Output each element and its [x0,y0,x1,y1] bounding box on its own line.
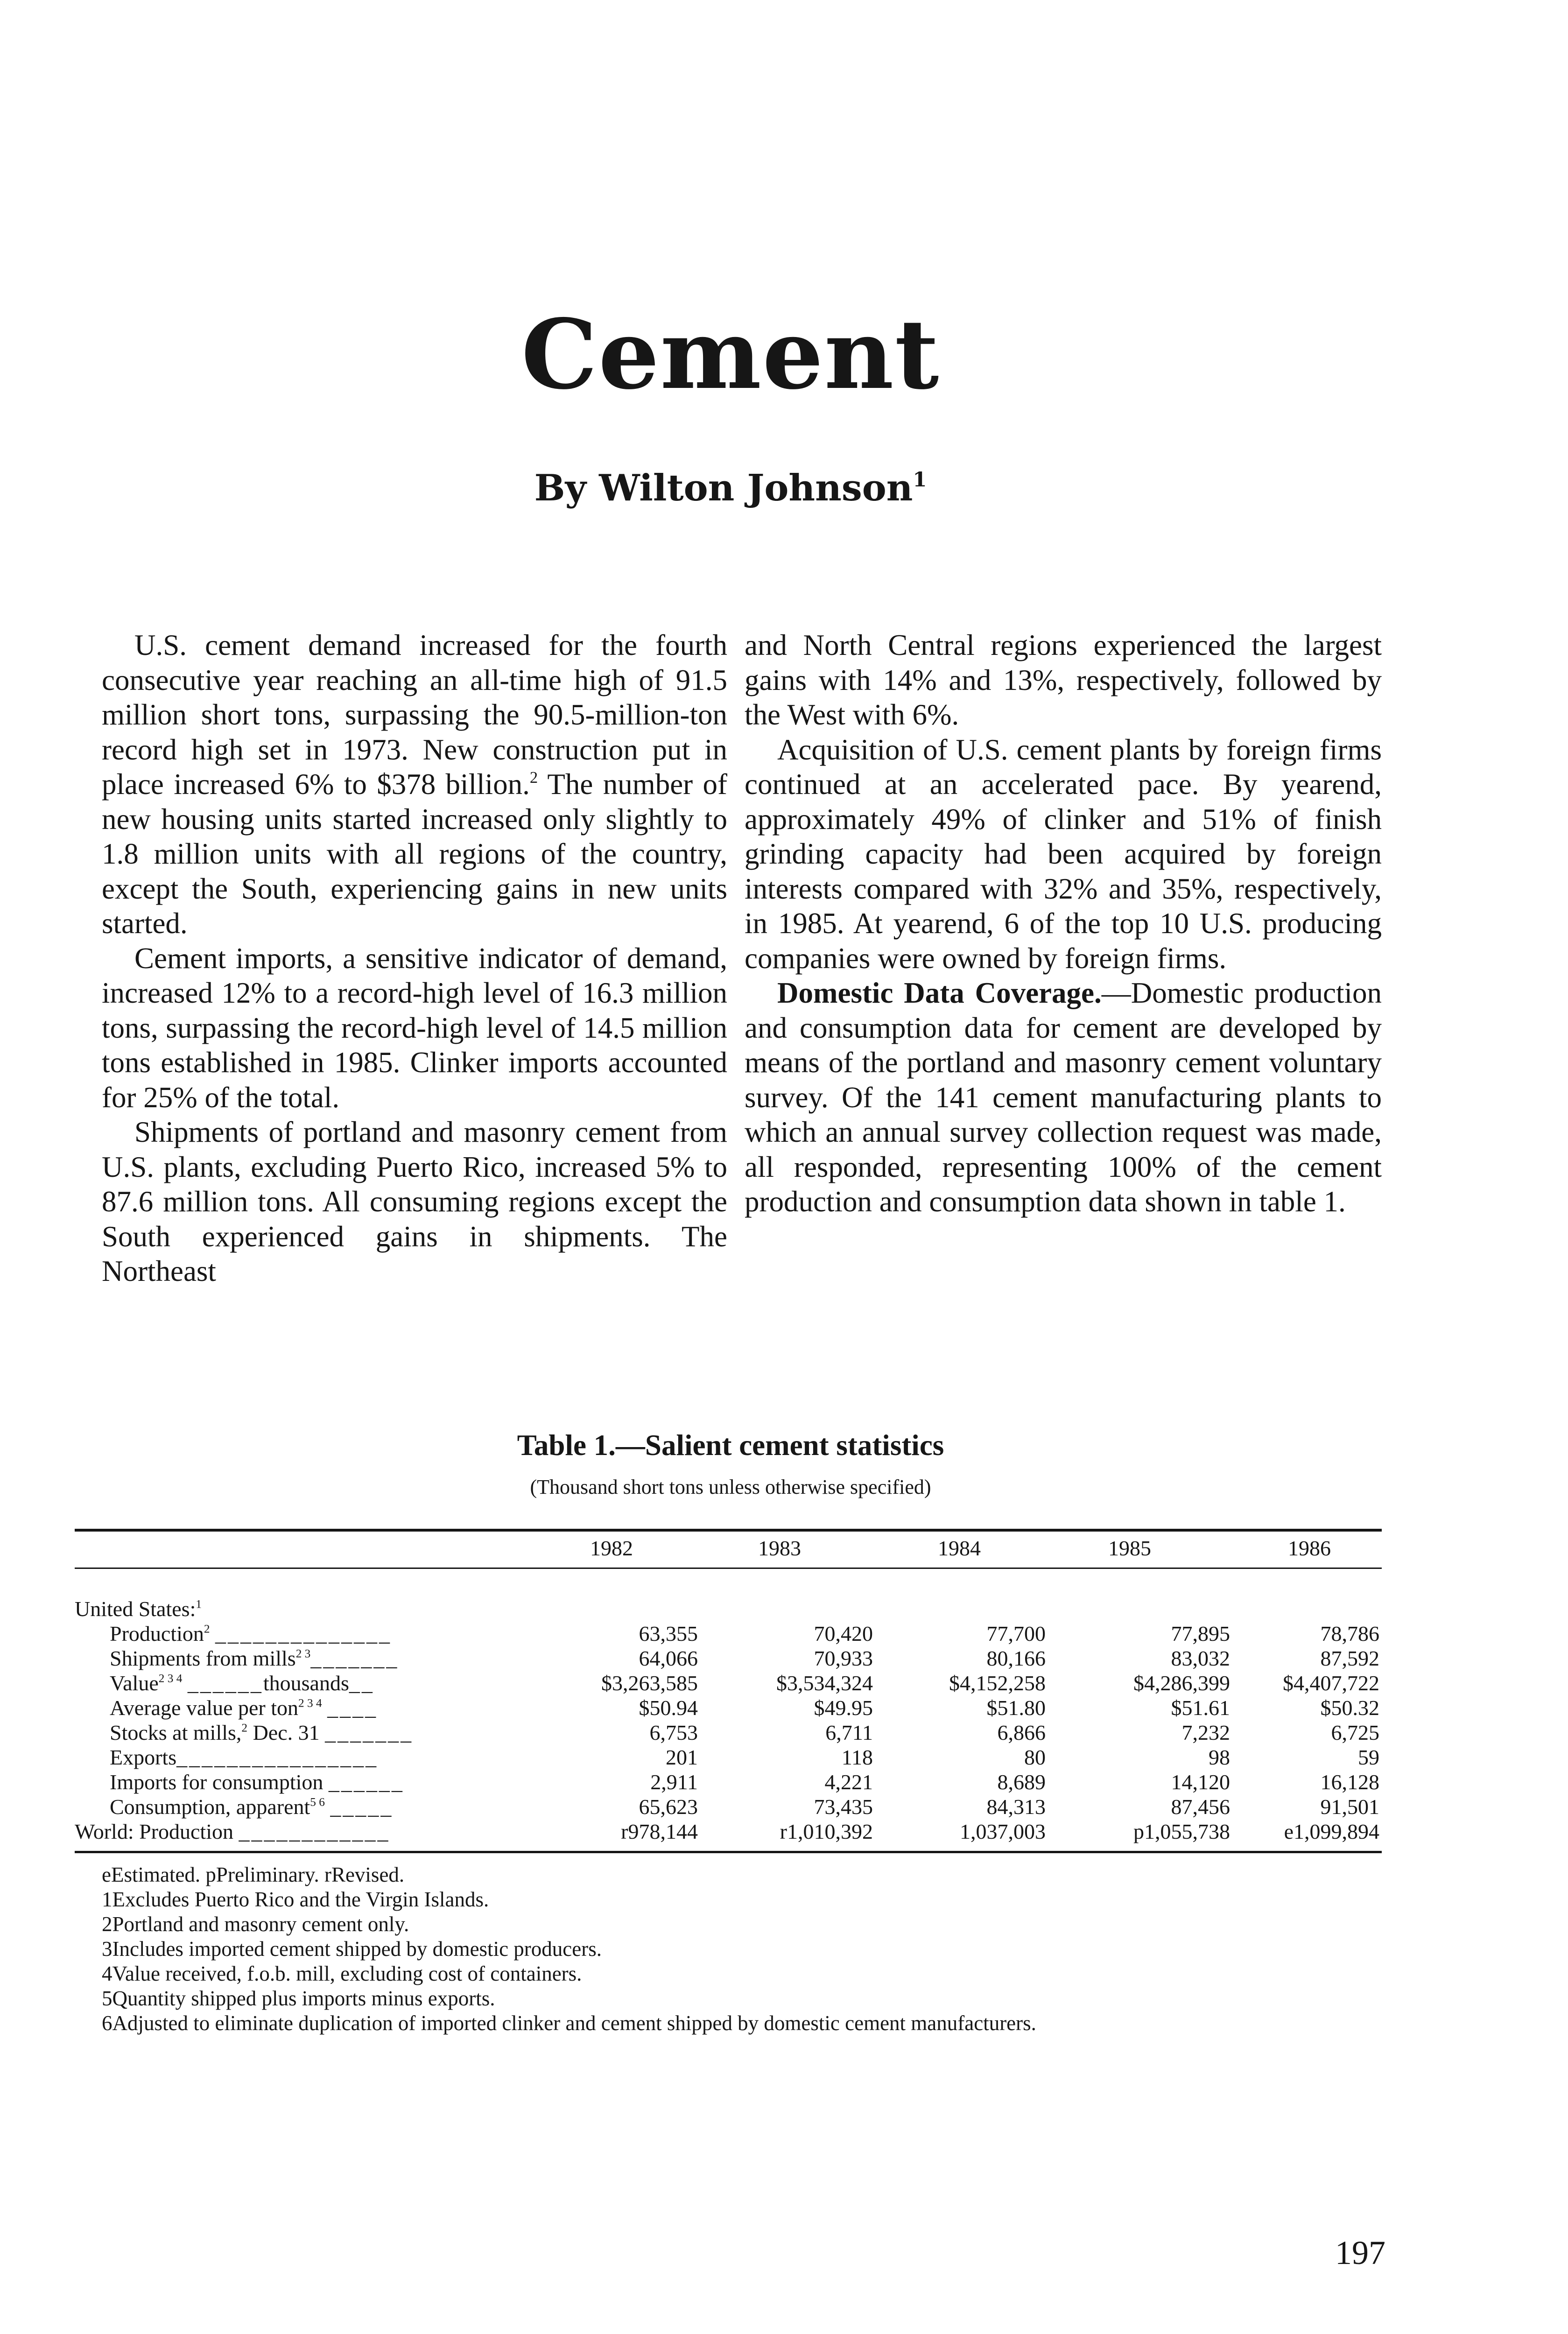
row-label: Value$^{2 3 4}$ ______thousands__ [110,1671,374,1695]
column-header: 1982 [590,1536,633,1560]
table-footnotes [102,1863,1362,2036]
table-row [75,1621,1382,1645]
paragraph-text: U.S. cement demand increased for the fourth consecutive year reaching an all-time high of 91.5 million short tons, surpassing the 90.5-million-ton record high set in 1973. New construction put in place increased 6% to $378 billion. [102,629,727,801]
table-row [75,1745,1382,1769]
row-label: Average value per ton$^{2 3 4}$ ____ [110,1696,378,1720]
left-column [102,628,727,1289]
paragraph-shipments: Shipments of portland and masonry cement from U.S. plants, excluding Puerto Rico, increased 5% to 87.6 million tons. All consuming regions except the South experienced gains in shipments. The Northeast [102,1116,727,1287]
table-row [75,1720,1382,1744]
table-row [75,1794,1382,1819]
table-cell: $4,152,258 [949,1671,1046,1695]
column-header: 1985 [1108,1536,1151,1560]
table-cell: $50.94 [639,1696,698,1720]
footnote-ref: 2 [529,768,538,787]
column-header: 1983 [758,1536,801,1560]
table-cell: 2,911 [650,1770,698,1794]
table-row [75,1671,1382,1695]
table-cell: 64,066 [639,1646,698,1670]
paragraph-acquisition: Acquisition of U.S. cement plants by foreign firms continued at an accelerated pace. By yearend, approximately 49% of clinker and 51% of finish grinding capacity had been acquired by foreign interests compared with 32% and 35%, respectively, in 1985. At yearend, 6 of the top 10 U.S. producing companies were owned by foreign firms. [745,733,1382,975]
paragraph-text: —Domestic production and consumption data for cement are developed by means of the portland and masonry cement voluntary survey. Of the 141 cement manufacturing plants to which an annual survey collection request was made, all responded, representing 100% of the cement production and consumption data shown in table 1. [745,977,1382,1218]
paragraph-text-cont: The number of new housing units started increased only slightly to 1.8 million units with all regions of the country, except the South, experiencing gains in new units started. [102,768,727,940]
table-row [75,1770,1382,1794]
table-cell: 77,700 [986,1622,1046,1645]
table-cell: $51.61 [1171,1696,1230,1720]
row-label: Consumption, apparent$^{5 6}$ _____ [110,1795,394,1819]
table-cell: 78,786 [1320,1622,1379,1645]
page-title: Cement [521,299,940,411]
table-cell: 70,420 [814,1622,873,1645]
table-cell: 77,895 [1171,1622,1230,1645]
footnote-5: 5Quantity shipped plus imports minus exports. [102,1987,495,2010]
table-row [75,1819,1382,1843]
right-column [745,628,1382,1219]
table-cell: $3,263,585 [601,1671,698,1695]
footnote-3: 3Includes imported cement shipped by domestic producers. [102,1937,602,1961]
runin-heading: Domestic Data Coverage. [777,977,1102,1009]
row-label: Shipments from mills$^{2 3}$_______ [110,1646,399,1670]
table-cell: 6,753 [649,1721,698,1744]
table-cell: 1,037,003 [960,1820,1046,1843]
table-cell: $4,407,722 [1283,1671,1379,1695]
footnote-symbols: eEstimated. pPreliminary. rRevised. [102,1863,405,1886]
table-cell: 84,313 [986,1795,1046,1819]
footnote-2: 2Portland and masonry cement only. [102,1912,409,1936]
paragraph-demand [102,628,727,941]
table-cell: r978,144 [621,1820,698,1843]
table-cell: 7,232 [1181,1721,1230,1744]
table-cell: 98 [1209,1745,1230,1769]
table-subtitle: (Thousand short tons unless otherwise specified) [530,1476,931,1498]
table-cell: $3,534,324 [776,1671,873,1695]
table-cell: 87,456 [1171,1795,1230,1819]
byline-footnote-ref: 1 [913,468,927,492]
table-cell: 59 [1358,1745,1379,1769]
table-cell: 4,221 [824,1770,873,1794]
row-label: Stocks at mills,$^2$ Dec. 31 _______ [110,1721,414,1744]
page-number: 197 [1335,2234,1385,2271]
table-cell: 70,933 [814,1646,873,1670]
row-label: United States:$^1$ [75,1597,202,1621]
paragraph-regions: and North Central regions experienced the largest gains with 14% and 13%, respectively, followed by the West with 6%. [745,629,1382,731]
table-cell: 73,435 [814,1795,873,1819]
row-label: Exports________________ [110,1745,379,1769]
footnote-4: 4Value received, f.o.b. mill, excluding cost of containers. [102,1962,582,1985]
table-cell: 16,128 [1320,1770,1379,1794]
table-cell: 6,725 [1331,1721,1379,1744]
table-cell: 65,623 [639,1795,698,1819]
table-cell: $51.80 [986,1696,1046,1720]
table-cell: e1,099,894 [1284,1820,1379,1843]
author-name: By Wilton Johnson [534,467,913,509]
table-cell: 83,032 [1171,1646,1230,1670]
table-cell: 80,166 [986,1646,1046,1670]
table-group-row [75,1596,1382,1621]
row-label: Imports for consumption ______ [110,1770,404,1794]
table-title: Table 1.—Salient cement statistics [517,1429,944,1462]
table-cell: 6,711 [825,1721,873,1744]
table-cell: 87,592 [1320,1646,1379,1670]
table-bottom-rule [75,1851,1382,1853]
table-top-rule [75,1529,1382,1532]
table-row [75,1695,1382,1720]
paragraph-imports: Cement imports, a sensitive indicator of demand, increased 12% to a record-high level of 16.3 million tons, surpassing the record-high level of 14.5 million tons established in 1985. Clinker imports accounted for 25% of the total. [102,942,727,1114]
row-label: Production$^2$ ______________ [110,1622,392,1645]
table-cell: 63,355 [639,1622,698,1645]
author-byline [0,467,1461,509]
table-cell: 8,689 [997,1770,1046,1794]
footnote-6: 6Adjusted to eliminate duplication of imported clinker and cement shipped by domestic cement manufacturers. [102,2011,1036,2035]
column-header: 1984 [938,1536,981,1560]
table-cell: r1,010,392 [780,1820,873,1843]
table-cell: 201 [666,1745,698,1769]
table-cell: $4,286,399 [1133,1671,1230,1695]
table-header [75,1536,1382,1568]
table-cell: 6,866 [997,1721,1046,1744]
table-cell: 91,501 [1320,1795,1379,1819]
row-label: World: Production ____________ [75,1820,390,1843]
table-cell: p1,055,738 [1133,1820,1230,1843]
column-header: 1986 [1288,1536,1331,1560]
table-cell: $49.95 [814,1696,873,1720]
table-cell: 14,120 [1171,1770,1230,1794]
table-cell: 80 [1024,1745,1046,1769]
table-cell: 118 [841,1745,873,1769]
table-cell: $50.32 [1320,1696,1379,1720]
footnote-1: 1Excludes Puerto Rico and the Virgin Islands. [102,1888,489,1911]
table-row [75,1646,1382,1670]
paragraph-data-coverage [745,976,1382,1219]
